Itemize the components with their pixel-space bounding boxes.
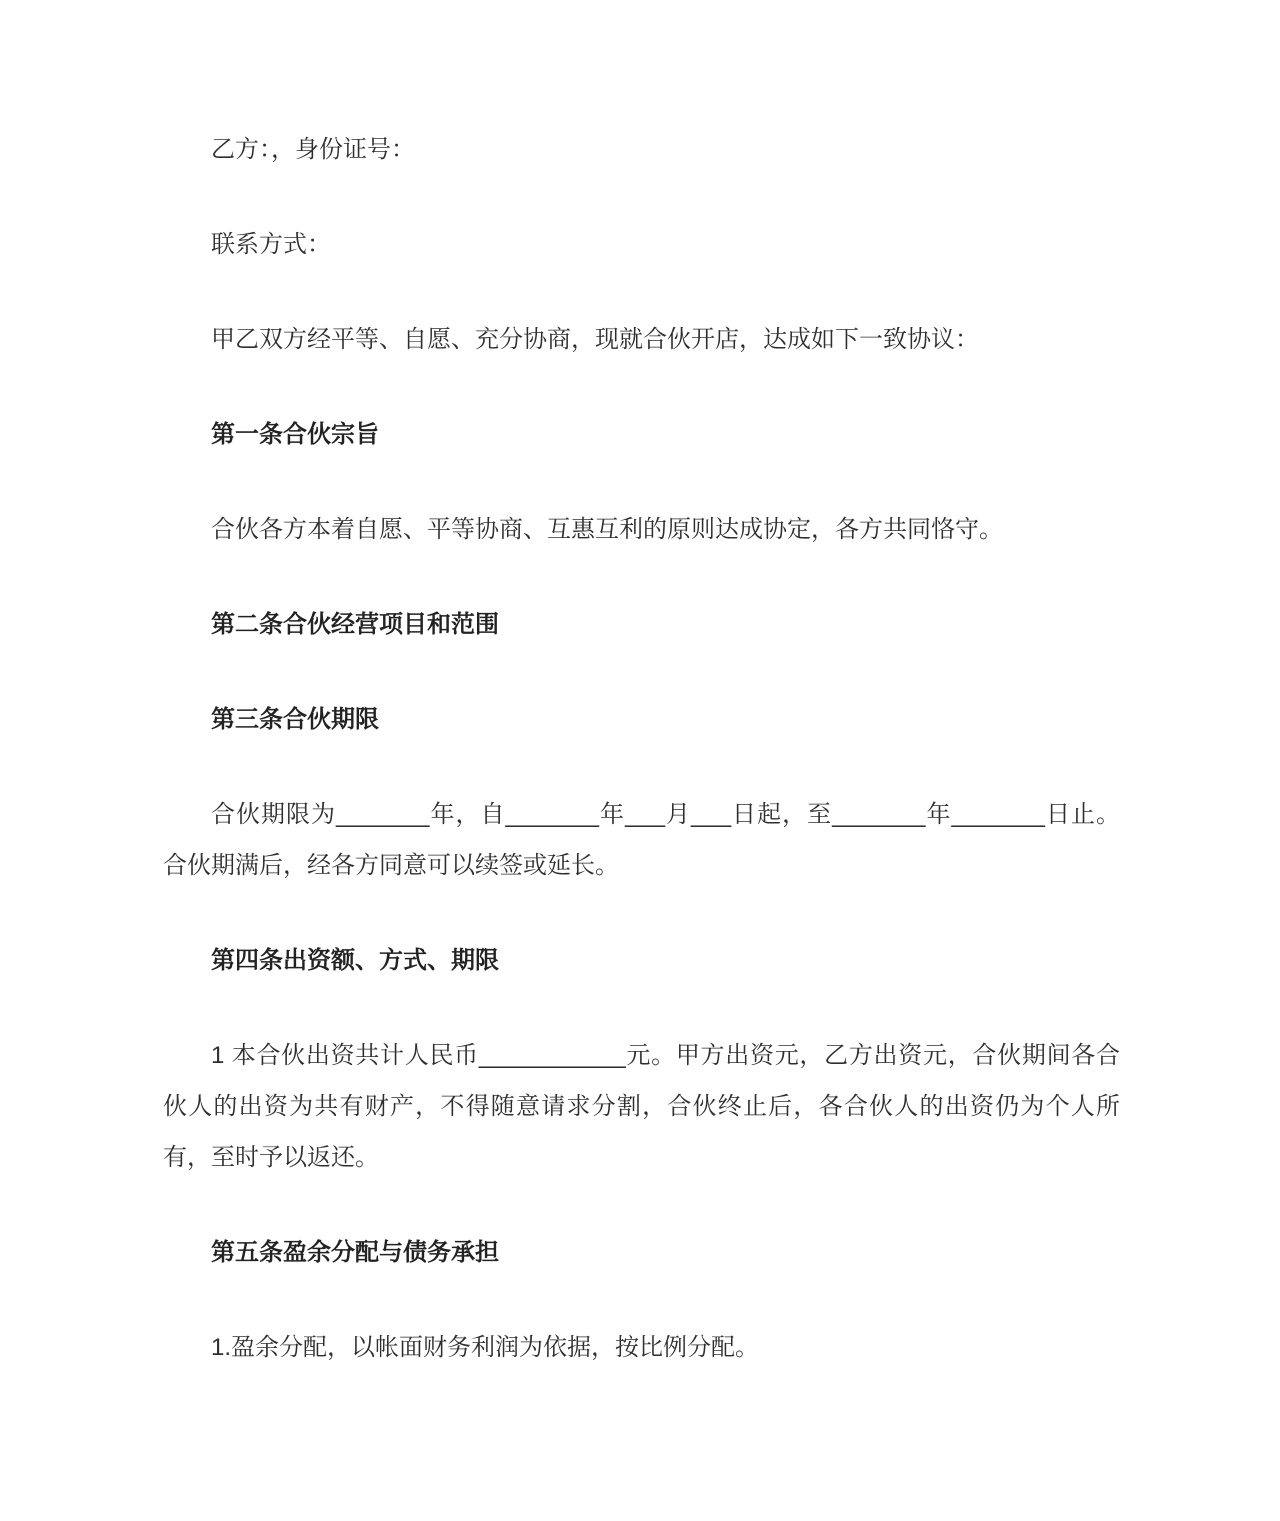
section-heading: 第五条盈余分配与债务承担 (211, 1239, 499, 1266)
paragraph: 合伙各方本着自愿、平等协商、互惠互利的原则达成协定，各方共同恪守。 (211, 516, 1003, 543)
section-heading: 第二条合伙经营项目和范围 (211, 611, 499, 638)
paragraph: 1 本合伙出资共计人民币___________元。甲方出资元，乙方出资元，合伙期间各合伙人的出资为共有财产，不得随意请求分割，合伙终止后，各合伙人的出资仍为个人所有，至时予以返还。 (163, 1042, 1120, 1171)
paragraph: 联系方式： (211, 231, 331, 258)
section-heading: 第三条合伙期限 (211, 706, 379, 733)
paragraph: 1.盈余分配，以帐面财务利润为依据，按比例分配。 (211, 1334, 760, 1361)
section-heading: 第一条合伙宗旨 (211, 421, 379, 448)
paragraph: 乙方：，身份证号： (211, 136, 415, 163)
document-body (163, 0, 1120, 1417)
section-heading: 第四条出资额、方式、期限 (211, 947, 499, 974)
paragraph: 甲乙双方经平等、自愿、充分协商，现就合伙开店，达成如下一致协议： (211, 326, 979, 353)
paragraph: 合伙期限为_______年，自_______年___月___日起，至_______年_______日止。合伙期满后，经各方同意可以续签或延长。 (163, 801, 1120, 879)
